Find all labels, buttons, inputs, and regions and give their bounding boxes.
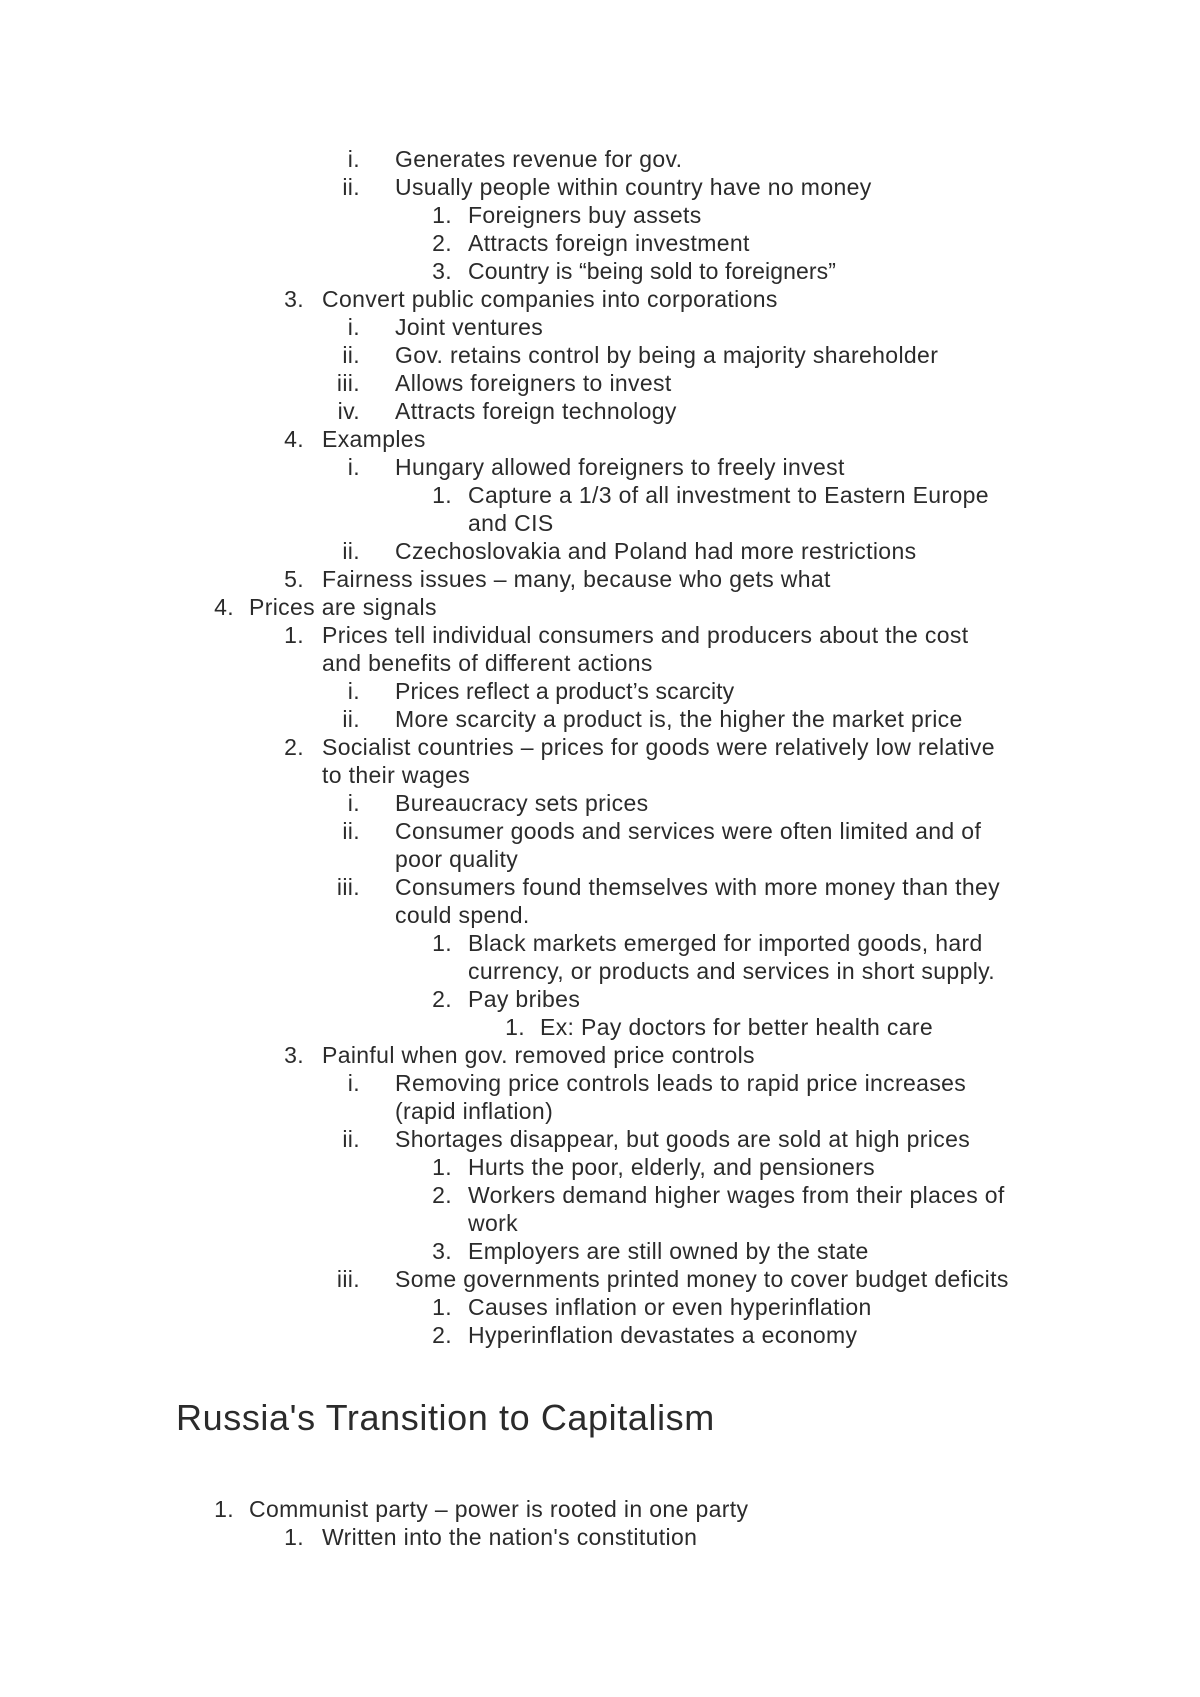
list-item — [0, 1495, 1200, 1523]
list-item-text: Foreigners buy assets — [468, 202, 702, 228]
list-item — [0, 313, 1200, 341]
list-item-text: Country is “being sold to foreigners” — [468, 258, 837, 284]
list-item-text: More scarcity a product is, the higher the market price — [395, 706, 963, 732]
list-item-text: Employers are still owned by the state — [468, 1238, 869, 1264]
list-item-text: Causes inflation or even hyperinflation — [468, 1294, 872, 1320]
list-marker: iv. — [337, 398, 360, 424]
list-item-text: and CIS — [468, 510, 554, 536]
list-marker: 2. — [432, 986, 452, 1012]
list-item — [0, 873, 1200, 901]
list-item — [0, 1265, 1200, 1293]
list-marker: 1. — [505, 1014, 525, 1040]
section-heading: Russia's Transition to Capitalism — [176, 1397, 715, 1438]
list-marker: ii. — [342, 818, 360, 844]
list-item-text: Czechoslovakia and Poland had more restrictions — [395, 538, 917, 564]
list-marker: i. — [347, 314, 360, 340]
list-item-text: Socialist countries – prices for goods were relatively low relative — [322, 734, 995, 760]
list-item-continuation — [0, 957, 1200, 985]
list-item — [0, 1013, 1200, 1041]
list-item-text: Attracts foreign investment — [468, 230, 750, 256]
list-item — [0, 229, 1200, 257]
list-item-continuation — [0, 845, 1200, 873]
list-marker: 2. — [432, 230, 452, 256]
list-marker: iii. — [336, 874, 360, 900]
list-item-continuation — [0, 901, 1200, 929]
list-item — [0, 397, 1200, 425]
list-marker: iii. — [336, 370, 360, 396]
list-marker: ii. — [342, 342, 360, 368]
list-item-text: Gov. retains control by being a majority shareholder — [395, 342, 939, 368]
list-item-text: Consumers found themselves with more money than they — [395, 874, 1000, 900]
list-item-text: Prices are signals — [249, 594, 437, 620]
list-item — [0, 173, 1200, 201]
list-item-continuation — [0, 761, 1200, 789]
list-item — [0, 1237, 1200, 1265]
list-item-text: Prices tell individual consumers and producers about the cost — [322, 622, 969, 648]
list-item-text: Fairness issues – many, because who gets what — [322, 566, 831, 592]
list-item — [0, 481, 1200, 509]
list-marker: 1. — [432, 930, 452, 956]
list-marker: 1. — [432, 1294, 452, 1320]
list-item-text: Usually people within country have no money — [395, 174, 872, 200]
list-item-text: Hyperinflation devastates a economy — [468, 1322, 858, 1348]
list-marker: ii. — [342, 538, 360, 564]
list-marker: ii. — [342, 1126, 360, 1152]
list-item — [0, 1125, 1200, 1153]
list-marker: 4. — [284, 426, 304, 452]
list-marker: 1. — [432, 1154, 452, 1180]
list-item — [0, 1181, 1200, 1209]
list-item-text: Consumer goods and services were often limited and of — [395, 818, 982, 844]
list-item-text: Generates revenue for gov. — [395, 146, 683, 172]
list-marker: 1. — [432, 482, 452, 508]
list-item — [0, 453, 1200, 481]
list-item — [0, 257, 1200, 285]
list-marker: 5. — [284, 566, 304, 592]
list-item-text: Hungary allowed foreigners to freely invest — [395, 454, 845, 480]
list-item-text: Ex: Pay doctors for better health care — [540, 1014, 933, 1040]
list-marker: ii. — [342, 706, 360, 732]
list-item — [0, 789, 1200, 817]
list-item — [0, 285, 1200, 313]
list-item-continuation — [0, 1097, 1200, 1125]
list-item — [0, 145, 1200, 173]
list-marker: i. — [347, 678, 360, 704]
list-marker: 3. — [284, 286, 304, 312]
list-item — [0, 733, 1200, 761]
list-item — [0, 985, 1200, 1013]
list-item-text: Shortages disappear, but goods are sold at high prices — [395, 1126, 971, 1152]
list-marker: 1. — [432, 202, 452, 228]
list-item — [0, 1153, 1200, 1181]
list-marker: 4. — [214, 594, 234, 620]
list-item — [0, 621, 1200, 649]
list-item-text: could spend. — [395, 902, 530, 928]
list-marker: 1. — [284, 1524, 304, 1550]
list-marker: iii. — [336, 1266, 360, 1292]
list-marker: ii. — [342, 174, 360, 200]
list-item-text: Bureaucracy sets prices — [395, 790, 649, 816]
list-item-text: Black markets emerged for imported goods, hard — [468, 930, 983, 956]
list-item — [0, 593, 1200, 621]
list-marker: 2. — [284, 734, 304, 760]
list-item-text: Painful when gov. removed price controls — [322, 1042, 755, 1068]
list-item — [0, 677, 1200, 705]
list-item-text: (rapid inflation) — [395, 1098, 554, 1124]
list-item-text: poor quality — [395, 846, 519, 872]
list-item — [0, 1069, 1200, 1097]
list-marker: i. — [347, 1070, 360, 1096]
list-item-text: Communist party – power is rooted in one party — [249, 1496, 749, 1522]
list-item-text: Attracts foreign technology — [395, 398, 677, 424]
list-item-text: Convert public companies into corporations — [322, 286, 778, 312]
list-item-text: Pay bribes — [468, 986, 581, 1012]
list-item-text: Capture a 1/3 of all investment to Eastern Europe — [468, 482, 989, 508]
list-marker: 3. — [284, 1042, 304, 1068]
list-item — [0, 537, 1200, 565]
list-item-text: Some governments printed money to cover budget deficits — [395, 1266, 1009, 1292]
list-item — [0, 369, 1200, 397]
list-marker: 1. — [214, 1496, 234, 1522]
list-item-continuation — [0, 649, 1200, 677]
list-item-text: currency, or products and services in short supply. — [468, 958, 996, 984]
list-item-text: Removing price controls leads to rapid price increases — [395, 1070, 967, 1096]
list-item-text: Prices reflect a product’s scarcity — [395, 678, 735, 704]
list-item-text: Hurts the poor, elderly, and pensioners — [468, 1154, 876, 1180]
list-marker: 2. — [432, 1322, 452, 1348]
list-item — [0, 817, 1200, 845]
list-item-text: Examples — [322, 426, 426, 452]
list-item-continuation — [0, 1209, 1200, 1237]
list-item-text: Allows foreigners to invest — [395, 370, 672, 396]
list-item — [0, 565, 1200, 593]
list-marker: i. — [347, 790, 360, 816]
list-item-text: Joint ventures — [395, 314, 544, 340]
list-marker: i. — [347, 454, 360, 480]
list-item — [0, 1321, 1200, 1349]
list-item — [0, 425, 1200, 453]
list-marker: 1. — [284, 622, 304, 648]
list-item-text: Written into the nation's constitution — [322, 1524, 698, 1550]
list-item-continuation — [0, 509, 1200, 537]
list-item — [0, 929, 1200, 957]
list-item-text: Workers demand higher wages from their places of — [468, 1182, 1005, 1208]
list-item — [0, 1523, 1200, 1551]
list-marker: 2. — [432, 1182, 452, 1208]
list-item — [0, 1041, 1200, 1069]
list-item-text: work — [468, 1210, 518, 1236]
list-item — [0, 341, 1200, 369]
list-item — [0, 705, 1200, 733]
list-item — [0, 1293, 1200, 1321]
list-marker: 3. — [432, 1238, 452, 1264]
list-item-text: and benefits of different actions — [322, 650, 653, 676]
list-item-text: to their wages — [322, 762, 471, 788]
list-item — [0, 201, 1200, 229]
list-marker: 3. — [432, 258, 452, 284]
list-marker: i. — [347, 146, 360, 172]
